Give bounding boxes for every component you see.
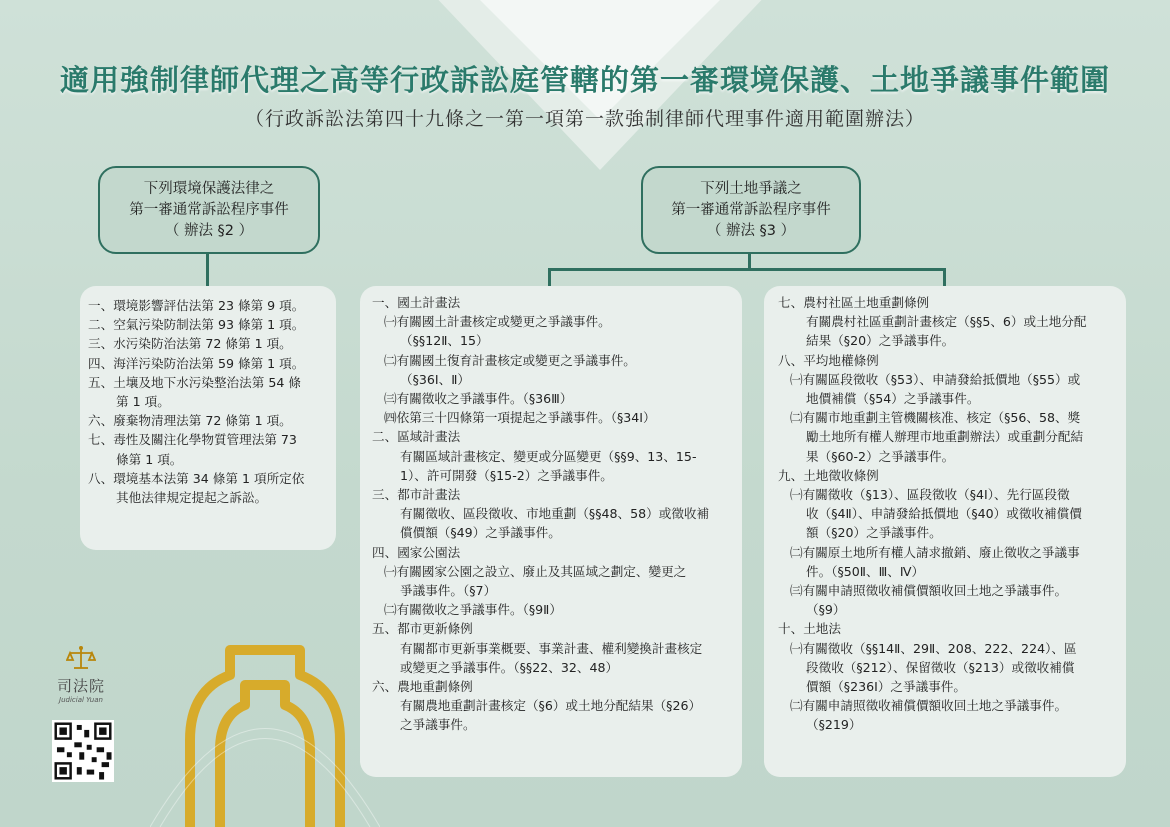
right-connector-line bbox=[748, 252, 751, 269]
land-item-line: 有關農村社區重劃計畫核定（§§5、6）或土地分配 bbox=[806, 314, 1087, 330]
land-item-line: 三、都市計畫法 bbox=[372, 487, 461, 503]
land-item-line: 七、農村社區土地重劃條例 bbox=[778, 295, 930, 310]
land-item-line: ㈡有關申請照徵收補償價額收回土地之爭議事件。 bbox=[790, 698, 1068, 714]
environmental-item-line: 其他法律規定提起之訴訟。 bbox=[116, 490, 268, 506]
land-item-line: 價額（§236Ⅰ）之爭議事件。 bbox=[806, 679, 966, 695]
land-item-line: 八、平均地權條例 bbox=[778, 352, 879, 368]
land-item-line: 果（§60-2）之爭議事件。 bbox=[806, 448, 955, 464]
environmental-header-line: 下列環境保護法律之 bbox=[143, 180, 275, 197]
land-header-line: 下列土地爭議之 bbox=[700, 180, 802, 197]
environmental-item-line: 六、廢棄物清理法第 72 條第 1 項。 bbox=[88, 413, 292, 429]
environmental-item-line: 一、環境影響評估法第 23 條第 9 項。 bbox=[88, 298, 305, 313]
land-item-line: 有關徵收、區段徵收、市地重劃（§§48、58）或徵收補 bbox=[400, 506, 710, 522]
environmental-item-line: 五、土壤及地下水污染整治法第 54 條 bbox=[88, 374, 301, 390]
judicial-yuan-logo bbox=[46, 645, 116, 704]
land-item-line: 額（§20）之爭議事件。 bbox=[806, 525, 942, 541]
land-item-line: （§9） bbox=[806, 602, 846, 618]
land-item-line: 結果（§20）之爭議事件。 bbox=[806, 333, 955, 349]
page-title: 適用強制律師代理之高等行政訴訟庭管轄的第一審環境保護、土地爭議事件範圍 bbox=[59, 63, 1110, 97]
middle-branch-line bbox=[548, 268, 551, 288]
land-item-line: ㈡有關徵收之爭議事件。（§9Ⅱ） bbox=[384, 602, 562, 618]
page-subtitle: （行政訴訟法第四十九條之一第一項第一款強制律師代理事件適用範圍辦法） bbox=[244, 108, 925, 130]
land-item-line: 之爭議事件。 bbox=[400, 717, 476, 733]
qr-code[interactable] bbox=[52, 720, 114, 782]
land-item-line: ㈡有關國土復育計畫核定或變更之爭議事件。 bbox=[384, 352, 636, 368]
land-item-line: 收（§4Ⅱ）、申請發給抵價地（§40）或徵收補償價 bbox=[806, 506, 1082, 522]
land-item-line: 九、土地徵收條例 bbox=[778, 467, 879, 483]
land-item-line: 件。（§50Ⅱ、Ⅲ、Ⅳ） bbox=[806, 563, 925, 579]
land-item-line: 一、國土計畫法 bbox=[372, 295, 461, 310]
land-item-line: 有關都市更新事業概要、事業計畫、權利變換計畫核定 bbox=[400, 640, 703, 656]
horizontal-connector-line bbox=[548, 268, 946, 271]
land-header-line: （ 辦法 §3 ） bbox=[706, 222, 796, 239]
environmental-item-line: 七、毒性及關注化學物質管理法第 73 bbox=[88, 432, 297, 448]
golden-lotus-decoration bbox=[150, 630, 380, 827]
environmental-item-line: 四、海洋污染防治法第 59 條第 1 項。 bbox=[88, 355, 305, 371]
environmental-item-line: 條第 1 項。 bbox=[116, 451, 183, 467]
land-item-line: 四、國家公園法 bbox=[372, 544, 461, 560]
land-item-line: ㈣依第三十四條第一項提起之爭議事件。（§34Ⅰ） bbox=[384, 410, 656, 426]
land-item-line: ㈠有關國土計畫核定或變更之爭議事件。 bbox=[384, 314, 611, 330]
land-item-line: 勵土地所有權人辦理市地重劃辦法）或重劃分配結 bbox=[806, 429, 1084, 445]
land-item-line: ㈠有關區段徵收（§53）、申請發給抵價地（§55）或 bbox=[790, 371, 1081, 387]
land-item-line: 償價額（§49）之爭議事件。 bbox=[400, 525, 561, 541]
land-item-line: 二、區域計畫法 bbox=[372, 429, 461, 445]
land-item-line: ㈠有關徵收（§§14Ⅱ、29Ⅱ、208、222、224）、區 bbox=[790, 640, 1077, 656]
land-header-line: 第一審通常訴訟程序事件 bbox=[671, 201, 831, 218]
land-item-line: 有關農地重劃計畫核定（§6）或土地分配結果（§26） bbox=[400, 698, 702, 714]
logo-english: Judicial Yuan bbox=[59, 696, 103, 704]
land-item-line: 六、農地重劃條例 bbox=[372, 679, 473, 695]
environmental-item-line: 二、空氣污染防制法第 93 條第 1 項。 bbox=[88, 317, 305, 333]
environmental-header-line: 第一審通常訴訟程序事件 bbox=[129, 201, 289, 218]
land-item-line: 五、都市更新條例 bbox=[372, 621, 473, 637]
land-list-panel-1 bbox=[360, 286, 742, 777]
right-branch-line bbox=[943, 268, 946, 288]
land-list-panel-2 bbox=[764, 286, 1126, 777]
environmental-header-box bbox=[98, 166, 320, 254]
land-item-line: （§§12Ⅱ、15） bbox=[400, 333, 489, 349]
land-item-line: 1）、許可開發（§15-2）之爭議事件。 bbox=[400, 467, 613, 483]
land-item-line: ㈢有關申請照徵收補償價額收回土地之爭議事件。 bbox=[790, 583, 1068, 599]
land-item-line: 地價補償（§54）之爭議事件。 bbox=[806, 391, 980, 407]
environmental-list-panel bbox=[80, 286, 336, 550]
scales-icon bbox=[66, 645, 96, 671]
land-item-line: 或變更之爭議事件。（§§22、32、48） bbox=[400, 659, 619, 675]
land-item-line: ㈡有關市地重劃主管機關核准、核定（§56、58、獎 bbox=[790, 410, 1081, 426]
land-item-line: 十、土地法 bbox=[778, 621, 841, 637]
land-item-line: （§36Ⅰ、Ⅱ） bbox=[400, 371, 471, 387]
land-item-line: 有關區域計畫核定、變更或分區變更（§§9、13、15- bbox=[400, 448, 697, 464]
environmental-header-line: （ 辦法 §2 ） bbox=[164, 222, 254, 239]
land-item-line: ㈡有關原土地所有權人請求撤銷、廢止徵收之爭議事 bbox=[790, 544, 1080, 560]
environmental-item-line: 八、環境基本法第 34 條第 1 項所定依 bbox=[88, 470, 305, 486]
land-item-line: 段徵收（§212）、保留徵收（§213）或徵收補償 bbox=[806, 659, 1075, 675]
logo-name: 司法院 bbox=[56, 677, 105, 695]
environmental-item-line: 三、水污染防治法第 72 條第 1 項。 bbox=[88, 336, 292, 352]
land-dispute-header-box bbox=[641, 166, 861, 254]
land-item-line: （§219） bbox=[806, 717, 862, 733]
environmental-item-line: 第 1 項。 bbox=[116, 394, 170, 410]
land-item-line: 爭議事件。（§7） bbox=[400, 583, 497, 599]
land-item-line: ㈠有關國家公園之設立、廢止及其區域之劃定、變更之 bbox=[384, 563, 687, 579]
land-item-line: ㈢有關徵收之爭議事件。（§36Ⅲ） bbox=[384, 391, 573, 407]
left-connector-line bbox=[206, 252, 209, 288]
land-item-line: ㈠有關徵收（§13）、區段徵收（§4Ⅰ）、先行區段徵 bbox=[790, 487, 1070, 503]
